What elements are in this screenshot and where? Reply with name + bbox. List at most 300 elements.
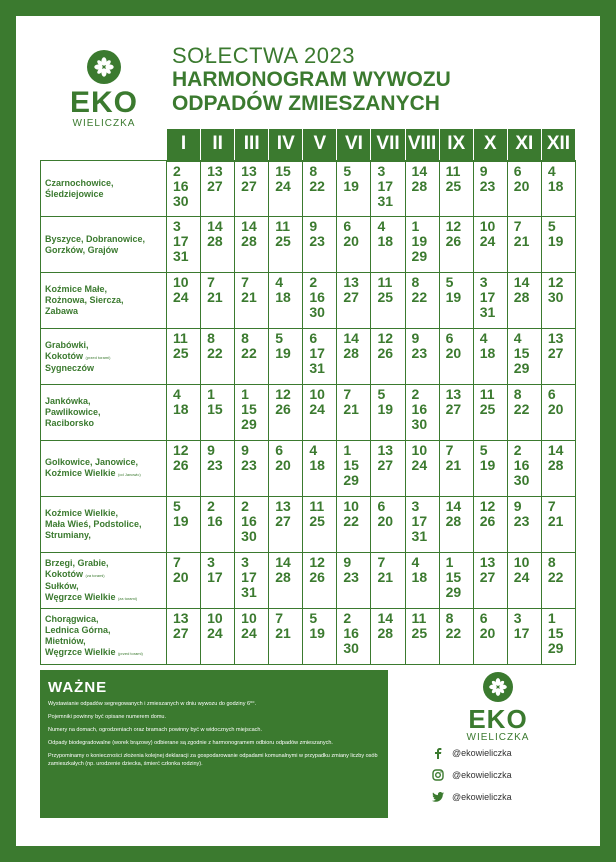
date-value: 14 (547, 442, 564, 458)
date-value: 5 (309, 610, 318, 626)
date-value: 26 (173, 457, 189, 473)
date-value: 13 (207, 162, 223, 179)
village-note: (za torami) (85, 572, 105, 578)
date-value: 15 (343, 457, 359, 473)
month-header: I (167, 129, 201, 161)
table-row (41, 217, 576, 273)
important-item: Numery na domach, ogrodzeniach oraz bramach powinny być w widocznych miejscach. (48, 727, 262, 733)
date-value: 15 (547, 625, 564, 641)
important-title: WAŻNE (48, 679, 108, 696)
date-value: 7 (275, 610, 284, 626)
date-value: 11 (445, 162, 461, 179)
date-cell (473, 329, 507, 385)
date-value: 13 (445, 386, 462, 402)
date-value: 27 (377, 457, 394, 473)
date-cell (405, 161, 439, 217)
date-value: 1 (547, 610, 556, 626)
social-instagram[interactable] (432, 768, 512, 782)
month-header: VI (337, 129, 371, 161)
date-value: 16 (173, 177, 189, 194)
date-value: 29 (411, 248, 428, 264)
date-value: 17 (377, 177, 394, 194)
date-cell (541, 497, 575, 553)
date-cell (235, 161, 269, 217)
date-cell (201, 161, 235, 217)
month-header: VIII (405, 129, 439, 161)
date-cell (167, 385, 201, 441)
date-value: 30 (309, 304, 325, 320)
date-cell (541, 273, 575, 329)
village-line: Sułków, (45, 580, 79, 591)
date-value: 11 (275, 218, 291, 234)
date-cell (337, 553, 371, 609)
date-value: 12 (309, 554, 325, 570)
date-value: 26 (479, 513, 496, 529)
date-value: 20 (547, 401, 564, 417)
village-line: Lednica Górna, (45, 625, 111, 635)
date-value: 24 (513, 569, 530, 585)
date-cell (337, 329, 371, 385)
date-value: 27 (241, 177, 257, 194)
date-cell (371, 385, 405, 441)
date-cell (541, 161, 575, 217)
date-value: 13 (241, 162, 257, 179)
date-value: 28 (275, 569, 291, 585)
date-value: 4 (275, 274, 284, 290)
village-names (41, 553, 167, 609)
date-value: 27 (173, 625, 189, 641)
date-value: 2 (513, 442, 522, 458)
date-cell (167, 497, 201, 553)
date-value: 14 (411, 162, 428, 179)
date-value: 19 (547, 233, 564, 249)
date-value: 1 (241, 386, 249, 402)
date-value: 29 (513, 360, 530, 376)
date-value: 19 (377, 401, 394, 417)
date-value: 10 (173, 274, 189, 290)
date-value: 6 (547, 386, 556, 402)
important-item: Przypominamy o konieczności złożenia kolejnej deklaracji za gospodarowanie odpadami komunalnymi w przypadku zmiany liczby osób zamieszkałych (np. urodzenie dziecka, śmierć członka rodziny). (48, 753, 378, 767)
village-line: Gorzków, Grajów (45, 244, 119, 255)
village-line: Jankówka, (45, 396, 91, 406)
date-cell (405, 609, 439, 665)
date-cell (439, 441, 473, 497)
date-cell (473, 273, 507, 329)
date-value: 12 (547, 274, 564, 290)
date-value: 28 (207, 233, 223, 249)
date-value: 22 (343, 513, 359, 529)
date-value: 30 (547, 289, 564, 305)
village-names (41, 385, 167, 441)
leaf-icon (483, 672, 513, 702)
date-value: 21 (547, 513, 564, 529)
date-cell (371, 217, 405, 273)
date-value: 16 (513, 457, 530, 473)
date-value: 15 (445, 569, 462, 585)
date-cell (303, 609, 337, 665)
instagram-icon (432, 769, 444, 781)
village-note: (za torami) (117, 595, 138, 601)
village-line: Zabawa (45, 306, 79, 316)
date-value: 7 (513, 218, 522, 234)
date-value: 3 (207, 554, 215, 570)
village-line: Węgrzce Wielkie (45, 647, 116, 657)
schedule-table (40, 128, 576, 665)
date-value: 28 (445, 513, 462, 529)
date-cell (473, 441, 507, 497)
date-cell (269, 441, 303, 497)
date-value: 12 (173, 442, 189, 458)
table-row (41, 161, 576, 217)
date-value: 19 (275, 345, 291, 361)
date-value: 8 (241, 330, 249, 346)
date-value: 16 (309, 289, 325, 305)
date-cell (371, 273, 405, 329)
date-cell (473, 553, 507, 609)
date-value: 9 (343, 554, 352, 570)
date-cell (507, 329, 541, 385)
month-header: XI (507, 129, 541, 161)
date-value: 8 (445, 610, 454, 626)
date-value: 5 (479, 442, 488, 458)
date-value: 9 (241, 442, 249, 458)
date-value: 18 (377, 233, 394, 249)
date-value: 8 (411, 274, 420, 290)
date-value: 17 (173, 233, 189, 249)
table-row (41, 273, 576, 329)
date-value: 21 (207, 289, 223, 305)
date-cell (235, 553, 269, 609)
date-value: 20 (377, 513, 394, 529)
date-cell (541, 441, 575, 497)
date-value: 28 (513, 289, 530, 305)
date-value: 10 (411, 442, 428, 458)
date-value: 3 (411, 498, 420, 514)
date-cell (405, 497, 439, 553)
date-value: 20 (173, 569, 189, 585)
social-twitter[interactable] (432, 790, 512, 804)
date-value: 30 (513, 472, 530, 488)
date-value: 11 (411, 610, 427, 626)
date-value: 16 (207, 513, 223, 529)
date-value: 1 (343, 442, 352, 458)
date-cell (337, 609, 371, 665)
date-value: 29 (343, 472, 359, 488)
date-cell (473, 385, 507, 441)
village-line: Kokotów (45, 350, 83, 361)
date-value: 23 (343, 569, 359, 585)
date-value: 28 (411, 177, 428, 194)
date-cell (439, 609, 473, 665)
date-value: 31 (241, 584, 257, 600)
date-value: 6 (343, 218, 352, 234)
date-value: 13 (275, 498, 291, 514)
date-value: 14 (207, 218, 223, 234)
date-cell (235, 217, 269, 273)
village-line: Grabówki, (45, 339, 89, 350)
date-cell (201, 553, 235, 609)
date-cell (439, 273, 473, 329)
date-value: 16 (343, 625, 359, 641)
date-value: 22 (207, 345, 223, 361)
date-value: 10 (513, 554, 530, 570)
date-value: 19 (411, 233, 428, 249)
date-value: 22 (547, 569, 564, 585)
date-cell (473, 497, 507, 553)
date-cell (167, 441, 201, 497)
date-value: 23 (411, 345, 428, 361)
date-cell (269, 329, 303, 385)
date-cell (507, 497, 541, 553)
date-value: 31 (377, 192, 394, 209)
date-value: 19 (479, 457, 496, 473)
important-item: Wystawianie odpadów segregowanych i zmieszanych w dniu wywozu do godziny 6⁰⁰. (48, 701, 256, 707)
village-names (41, 329, 167, 385)
date-cell (371, 441, 405, 497)
date-value: 3 (377, 162, 386, 179)
date-cell (201, 329, 235, 385)
date-cell (201, 497, 235, 553)
date-value: 25 (309, 513, 325, 529)
month-header: VII (371, 129, 405, 161)
title-line-2: HARMONOGRAM WYWOZU (172, 68, 451, 91)
date-value: 27 (207, 177, 223, 194)
date-cell (507, 161, 541, 217)
date-value: 13 (547, 330, 564, 346)
month-header: V (303, 129, 337, 161)
date-value: 17 (479, 289, 496, 305)
date-value: 2 (207, 498, 215, 514)
date-cell (405, 217, 439, 273)
date-cell (235, 329, 269, 385)
date-value: 8 (547, 554, 556, 570)
month-header: III (235, 129, 269, 161)
date-cell (269, 161, 303, 217)
date-value: 7 (241, 274, 249, 290)
village-line: Byszyce, Dobranowice, (45, 233, 146, 244)
date-value: 19 (445, 289, 462, 305)
village-note: (przed torami) (85, 354, 111, 360)
date-value: 19 (173, 513, 189, 529)
title-line-1: SOŁECTWA 2023 (172, 43, 355, 68)
date-value: 7 (445, 442, 454, 458)
important-item: Odpady biodegradowalne (worek brązowy) odbierane są zgodnie z harmonogramem odbioru odpadów zmieszanych. (48, 740, 333, 746)
table-row (41, 553, 576, 609)
date-cell (269, 273, 303, 329)
date-value: 21 (377, 569, 394, 585)
date-cell (439, 329, 473, 385)
date-value: 10 (241, 610, 257, 626)
date-value: 17 (513, 625, 530, 641)
date-value: 23 (207, 457, 223, 473)
date-value: 21 (241, 289, 257, 305)
date-value: 11 (309, 498, 325, 514)
logo-name: EKO (468, 704, 528, 734)
village-line: Brzegi, Grabie, (45, 557, 109, 568)
date-cell (439, 217, 473, 273)
date-value: 5 (173, 498, 181, 514)
date-cell (337, 273, 371, 329)
date-value: 6 (479, 610, 488, 626)
date-value: 23 (241, 457, 257, 473)
village-note: (od Janowic) (117, 472, 141, 477)
date-value: 30 (411, 416, 428, 432)
date-value: 7 (173, 554, 181, 570)
date-cell (507, 217, 541, 273)
date-value: 6 (445, 330, 454, 346)
twitter-icon (432, 791, 444, 803)
date-cell (541, 329, 575, 385)
social-facebook[interactable] (432, 746, 512, 760)
date-cell (303, 497, 337, 553)
date-cell (303, 273, 337, 329)
date-value: 14 (445, 498, 462, 514)
date-value: 11 (479, 386, 495, 402)
date-value: 27 (343, 289, 359, 305)
date-value: 31 (411, 528, 428, 544)
date-value: 27 (479, 569, 496, 585)
title-line-3: ODPADÓW ZMIESZANYCH (172, 92, 440, 115)
date-cell (473, 161, 507, 217)
date-cell (303, 329, 337, 385)
date-value: 22 (513, 401, 530, 417)
date-value: 18 (275, 289, 291, 305)
logo-sub: WIELICZKA (466, 732, 530, 743)
date-value: 18 (547, 177, 564, 194)
table-row (41, 609, 576, 665)
date-value: 6 (309, 330, 318, 346)
date-value: 9 (479, 162, 488, 179)
date-cell (235, 385, 269, 441)
date-value: 2 (309, 274, 318, 290)
date-value: 25 (275, 233, 291, 249)
table-row (41, 329, 576, 385)
date-value: 7 (207, 274, 215, 290)
date-cell (167, 217, 201, 273)
date-value: 20 (445, 345, 462, 361)
date-value: 31 (173, 248, 189, 264)
date-value: 22 (411, 289, 428, 305)
date-value: 15 (513, 345, 530, 361)
village-line: Kokotów (45, 568, 83, 579)
date-value: 19 (343, 177, 359, 194)
date-value: 14 (275, 554, 291, 570)
date-cell (507, 441, 541, 497)
date-value: 5 (547, 218, 556, 234)
date-value: 23 (513, 513, 530, 529)
date-value: 18 (479, 345, 496, 361)
date-cell (405, 273, 439, 329)
date-value: 9 (309, 218, 318, 234)
village-line: Sygneczów (45, 362, 95, 373)
date-value: 24 (241, 625, 257, 641)
date-value: 21 (275, 625, 291, 641)
social-handle: @ekowieliczka (452, 748, 512, 758)
date-value: 31 (479, 304, 496, 320)
date-cell (371, 497, 405, 553)
social-handle: @ekowieliczka (452, 770, 512, 780)
date-value: 21 (445, 457, 462, 473)
date-cell (201, 385, 235, 441)
date-cell (439, 161, 473, 217)
date-value: 25 (411, 625, 428, 641)
date-value: 24 (411, 457, 428, 473)
month-header: X (473, 129, 507, 161)
social-handle: @ekowieliczka (452, 792, 512, 802)
date-cell (507, 609, 541, 665)
logo-name: EKO (69, 86, 138, 119)
date-cell (507, 273, 541, 329)
date-value: 4 (377, 218, 386, 234)
date-value: 21 (343, 401, 359, 417)
date-value: 29 (445, 584, 462, 600)
date-cell (371, 553, 405, 609)
date-cell (269, 217, 303, 273)
table-row (41, 497, 576, 553)
date-value: 13 (343, 274, 359, 290)
date-value: 27 (275, 513, 291, 529)
date-cell (201, 217, 235, 273)
date-value: 14 (241, 218, 257, 234)
logo-sub: WIELICZKA (72, 118, 136, 129)
date-cell (303, 553, 337, 609)
village-line: Czarnochowice, (45, 177, 114, 188)
date-value: 20 (343, 233, 359, 249)
village-line: Koźmice Wielkie (45, 468, 116, 478)
social-links (432, 746, 512, 812)
date-cell (541, 385, 575, 441)
date-value: 24 (309, 401, 325, 417)
date-value: 9 (411, 330, 420, 346)
date-value: 1 (207, 386, 215, 402)
date-cell (541, 609, 575, 665)
date-value: 10 (479, 218, 496, 234)
date-value: 29 (241, 416, 257, 432)
date-cell (269, 497, 303, 553)
date-value: 15 (275, 162, 291, 179)
date-value: 2 (343, 610, 352, 626)
date-value: 25 (173, 345, 189, 361)
date-cell (269, 385, 303, 441)
date-value: 29 (547, 640, 564, 656)
date-value: 21 (513, 233, 530, 249)
date-value: 8 (309, 162, 318, 179)
village-names (41, 217, 167, 273)
date-value: 26 (275, 401, 291, 417)
month-header-row (41, 129, 576, 161)
facebook-icon (432, 747, 444, 759)
date-value: 3 (241, 554, 249, 570)
date-value: 3 (513, 610, 522, 626)
date-cell (507, 385, 541, 441)
date-value: 5 (377, 386, 386, 402)
date-cell (167, 553, 201, 609)
date-value: 28 (343, 345, 359, 361)
date-value: 18 (173, 401, 189, 417)
village-names (41, 161, 167, 217)
date-value: 9 (207, 442, 215, 458)
date-value: 3 (173, 218, 181, 234)
date-cell (439, 385, 473, 441)
date-value: 17 (411, 513, 428, 529)
date-value: 2 (173, 162, 181, 179)
date-value: 19 (309, 625, 325, 641)
date-value: 28 (241, 233, 257, 249)
date-value: 27 (445, 401, 462, 417)
date-value: 4 (309, 442, 318, 458)
date-value: 2 (411, 386, 420, 402)
date-value: 6 (275, 442, 284, 458)
